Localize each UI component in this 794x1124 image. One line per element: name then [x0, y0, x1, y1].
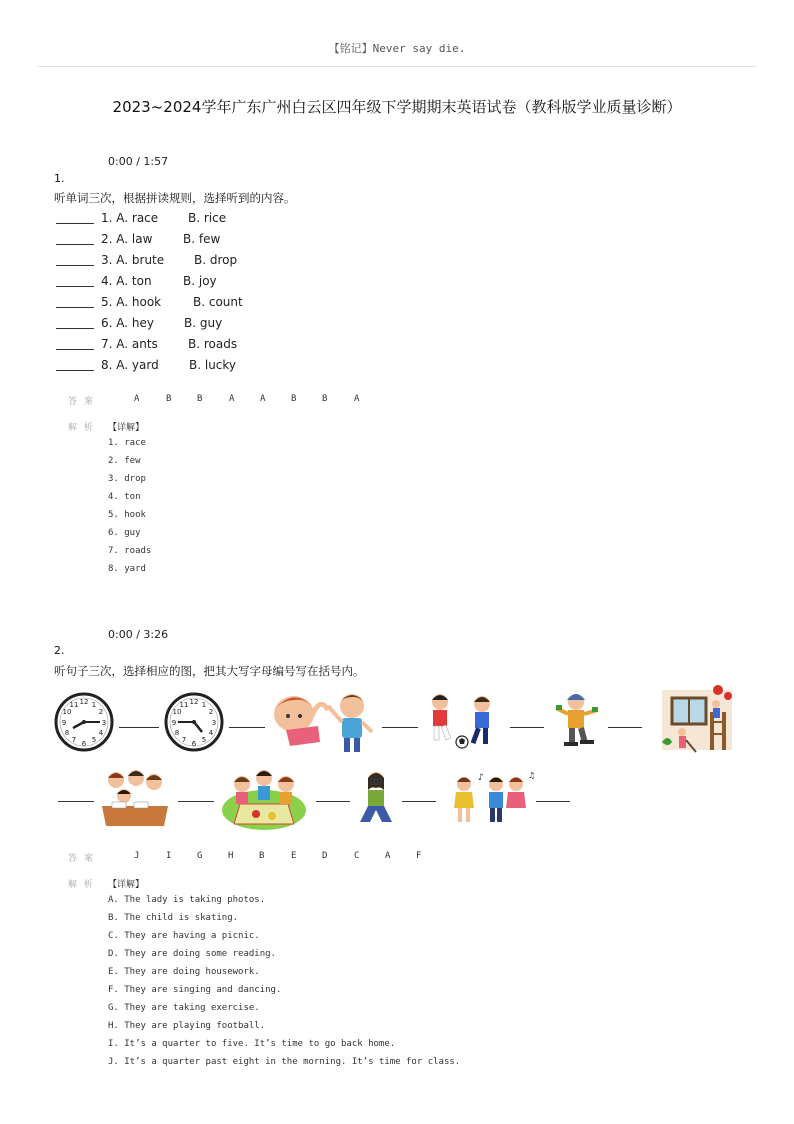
answer-line[interactable] [316, 801, 350, 802]
svg-text:4: 4 [208, 729, 214, 737]
answer-line[interactable] [608, 727, 642, 728]
svg-text:7: 7 [181, 736, 187, 744]
svg-text:9: 9 [61, 719, 67, 727]
option-b: B. joy [183, 274, 217, 288]
q1-analysis-label: 解 析 [68, 423, 95, 433]
q2-answer-1: J [134, 851, 140, 861]
q1-detail-line: 2. few [108, 456, 141, 466]
svg-text:7: 7 [71, 736, 77, 744]
q1-detail-line: 7. roads [108, 546, 152, 556]
lady-taking-photos-picture [356, 768, 396, 828]
option-b: B. guy [184, 316, 223, 330]
svg-text:11: 11 [69, 701, 79, 709]
svg-text:6: 6 [81, 740, 87, 748]
q2-detail-line: C. They are having a picnic. [108, 931, 260, 941]
option-a: 5. A. hook [101, 295, 162, 309]
option-a: 6. A. hey [101, 316, 154, 330]
header-divider [38, 66, 756, 67]
answer-line[interactable] [510, 727, 544, 728]
q2-detail-line: I. It’s a quarter to five. It’s time to go back home. [108, 1039, 396, 1049]
clock-quarter-past-eight-picture [54, 692, 114, 752]
answer-blank[interactable] [56, 307, 94, 308]
svg-text:4: 4 [98, 729, 104, 737]
option-a: 2. A. law [101, 232, 153, 246]
children-picnic-picture [220, 764, 308, 832]
svg-text:10: 10 [172, 708, 182, 716]
q2-answer-6: E [291, 851, 297, 861]
q2-answer-9: A [385, 851, 391, 861]
q1-instruction: 听单词三次，根据拼读规则，选择听到的内容。 [54, 191, 296, 205]
svg-text:8: 8 [174, 729, 180, 737]
svg-text:5: 5 [91, 736, 97, 744]
answer-line[interactable] [229, 727, 265, 728]
answer-line[interactable] [536, 801, 570, 802]
option-a: 1. A. race [101, 211, 159, 225]
svg-text:12: 12 [189, 698, 199, 706]
answer-line[interactable] [382, 727, 418, 728]
svg-text:10: 10 [62, 708, 72, 716]
answer-blank[interactable] [56, 223, 94, 224]
svg-text:8: 8 [64, 729, 70, 737]
answer-blank[interactable] [56, 244, 94, 245]
children-playing-football-picture [424, 690, 504, 754]
q2-answer-label: 答 案 [68, 854, 95, 864]
svg-text:11: 11 [179, 701, 189, 709]
option-b: B. drop [194, 253, 238, 267]
svg-text:♫: ♫ [528, 771, 536, 780]
answer-line[interactable] [58, 801, 94, 802]
answer-line[interactable] [178, 801, 214, 802]
q2-detail-line: J. It’s a quarter past eight in the morning. It’s time for class. [108, 1057, 461, 1067]
option-b: B. few [183, 232, 221, 246]
svg-text:3: 3 [211, 719, 217, 727]
option-a: 8. A. yard [101, 358, 159, 372]
q2-answer-8: C [354, 851, 360, 861]
q1-answer-label: 答 案 [68, 397, 95, 407]
option-a: 4. A. ton [101, 274, 152, 288]
q1-answer-6: B [291, 394, 297, 404]
q2-detail-line: B. The child is skating. [108, 913, 239, 923]
child-skating-picture [552, 690, 602, 752]
q1-answer-8: A [354, 394, 360, 404]
q2-detail-line: G. They are taking exercise. [108, 1003, 260, 1013]
answer-blank[interactable] [56, 370, 94, 371]
children-singing-dancing-picture [448, 770, 536, 826]
family-housework-picture [658, 682, 736, 760]
q2-answer-7: D [322, 851, 328, 861]
svg-text:1: 1 [201, 701, 207, 709]
answer-blank[interactable] [56, 349, 94, 350]
option-b: B. rice [188, 211, 227, 225]
answer-blank[interactable] [56, 265, 94, 266]
clock-quarter-to-five-picture [164, 692, 224, 752]
q2-answer-3: G [197, 851, 203, 861]
svg-text:5: 5 [201, 736, 207, 744]
option-a: 3. A. brute [101, 253, 165, 267]
q2-detail-title: 【详解】 [108, 880, 145, 890]
page-title: 2023~2024学年广东广州白云区四年级下学期期末英语试卷（教科版学业质量诊断） [112, 98, 682, 116]
q1-detail-line: 8. yard [108, 564, 146, 574]
q2-detail-line: F. They are singing and dancing. [108, 985, 282, 995]
q2-detail-line: H. They are playing football. [108, 1021, 266, 1031]
answer-line[interactable] [402, 801, 436, 802]
q1-detail-title: 【详解】 [108, 423, 145, 433]
option-b: B. count [193, 295, 243, 309]
q1-answer-2: B [166, 394, 172, 404]
q2-answer-10: F [416, 851, 422, 861]
q1-audio-time[interactable]: 0:00 / 1:57 [108, 155, 169, 168]
q2-instruction: 听句子三次，选择相应的图，把其大写字母编号写在括号内。 [54, 664, 365, 678]
children-exercising-picture [268, 686, 376, 756]
svg-text:♪: ♪ [478, 773, 484, 783]
children-reading-picture [98, 766, 172, 830]
svg-text:12: 12 [79, 698, 89, 706]
q1-detail-line: 5. hook [108, 510, 146, 520]
header-motto: 【铭记】Never say die. [328, 42, 466, 55]
q2-answer-2: I [166, 851, 172, 861]
q2-detail-line: E. They are doing housework. [108, 967, 260, 977]
option-b: B. lucky [189, 358, 237, 372]
q1-answer-4: A [229, 394, 235, 404]
q1-detail-line: 4. ton [108, 492, 141, 502]
option-a: 7. A. ants [101, 337, 158, 351]
q2-answer-5: B [259, 851, 265, 861]
q1-detail-line: 6. guy [108, 528, 141, 538]
svg-text:1: 1 [91, 701, 97, 709]
q2-number: 2. [54, 644, 65, 657]
q1-answer-7: B [322, 394, 328, 404]
svg-text:2: 2 [208, 708, 214, 716]
q1-number: 1. [54, 172, 65, 185]
answer-blank[interactable] [56, 328, 94, 329]
option-b: B. roads [188, 337, 238, 351]
q1-answer-5: A [260, 394, 266, 404]
svg-text:6: 6 [191, 740, 197, 748]
q2-audio-time[interactable]: 0:00 / 3:26 [108, 628, 169, 641]
q2-analysis-label: 解 析 [68, 880, 95, 890]
answer-line[interactable] [119, 727, 159, 728]
svg-text:2: 2 [98, 708, 104, 716]
q2-detail-line: A. The lady is taking photos. [108, 895, 266, 905]
q1-answer-1: A [134, 394, 140, 404]
svg-text:3: 3 [101, 719, 107, 727]
q1-detail-line: 1. race [108, 438, 146, 448]
q1-answer-3: B [197, 394, 203, 404]
q2-detail-line: D. They are doing some reading. [108, 949, 276, 959]
q2-answer-4: H [228, 851, 234, 861]
answer-blank[interactable] [56, 286, 94, 287]
svg-text:9: 9 [171, 719, 177, 727]
q1-detail-line: 3. drop [108, 474, 146, 484]
